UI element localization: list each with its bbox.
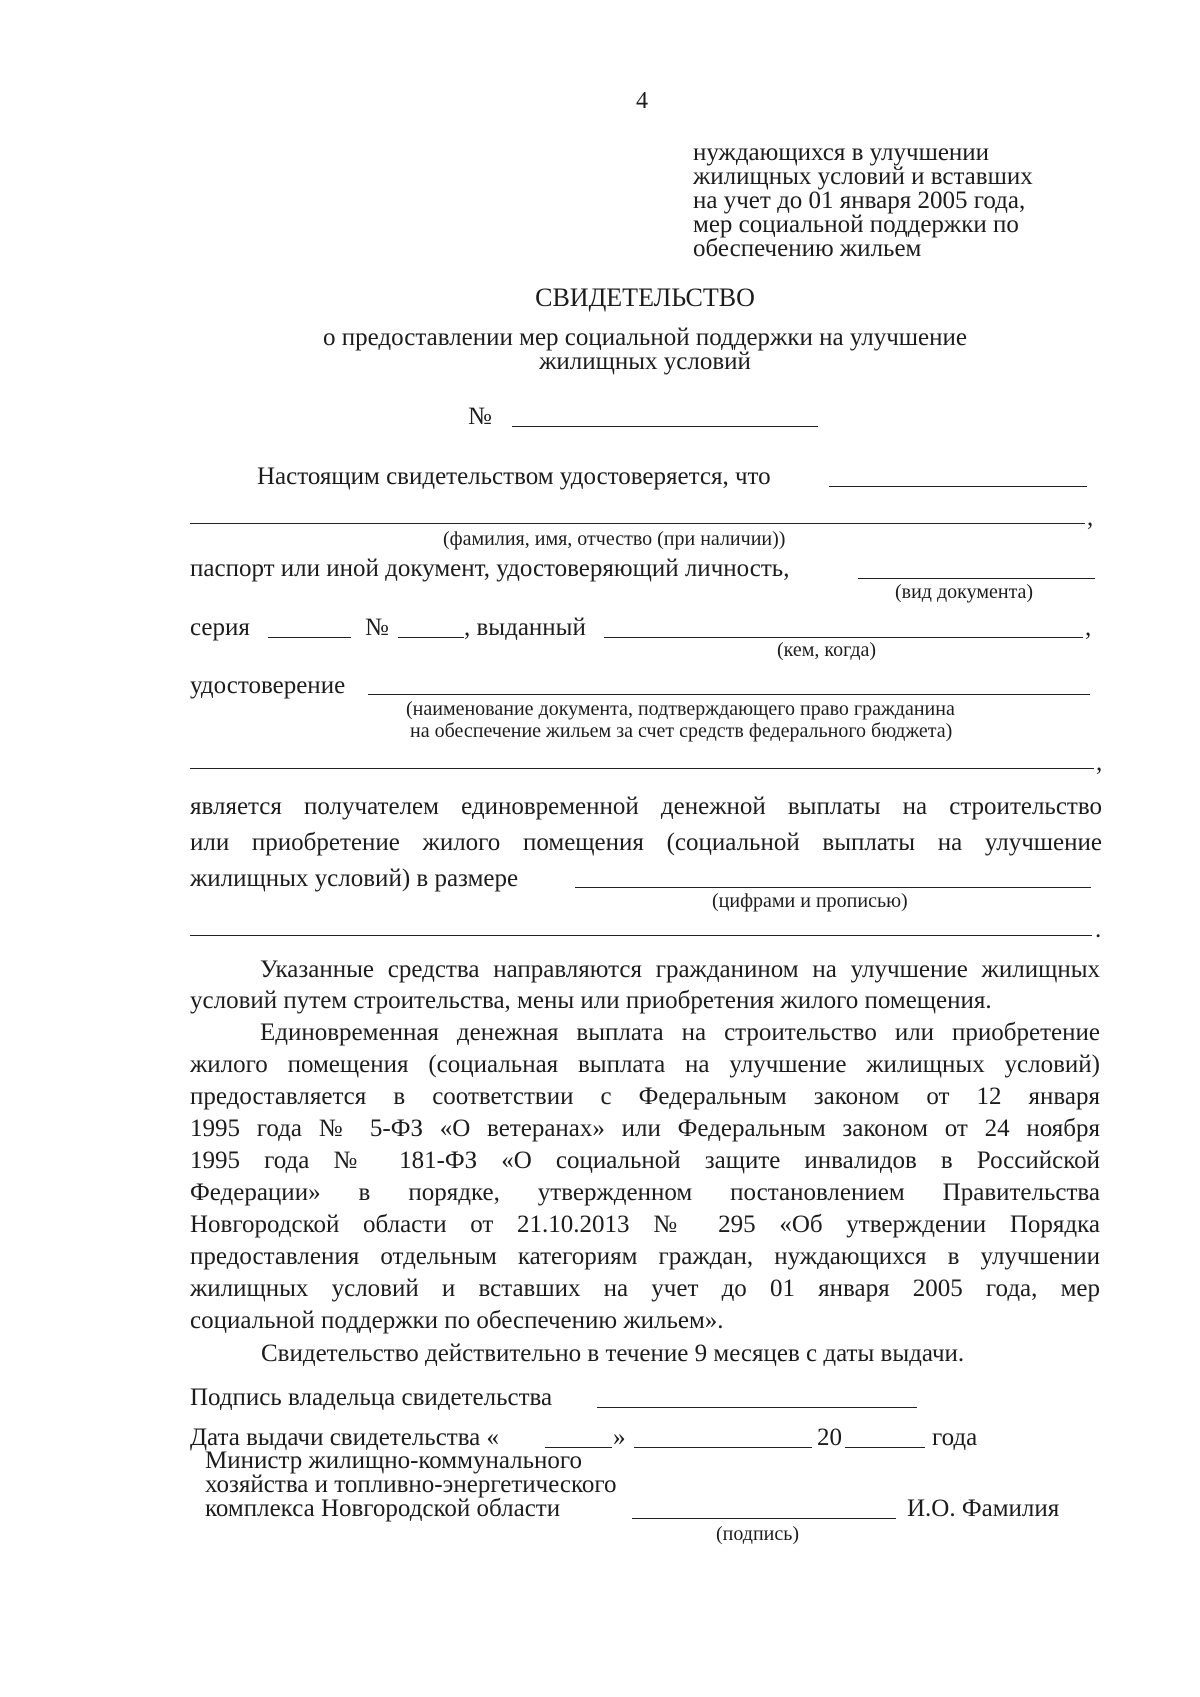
header-line: жилищных условий и вставших <box>693 163 1033 190</box>
certificate-continuation-line <box>190 768 1094 769</box>
minister-line: комплекса Новгородской области <box>205 1495 561 1522</box>
series-label: серия <box>190 614 250 641</box>
header-line: мер социальной поддержки по <box>693 211 1019 238</box>
para2-line: 1995 года № 5-ФЗ «О ветеранах» или Федеральным законом от 24 ноября <box>190 1115 1100 1142</box>
comma: , <box>1096 749 1103 776</box>
amount-continuation-line <box>190 935 1092 936</box>
caption-signature: (подпись) <box>716 1523 800 1545</box>
owner-signature-line <box>597 1407 917 1408</box>
header-line: обеспечению жильем <box>693 235 922 262</box>
para2-line: Новгородской области от 21.10.2013 № 295 «Об утверждении Порядка <box>190 1211 1100 1238</box>
para2-line: Единовременная денежная выплата на строительство или приобретение <box>260 1019 1100 1046</box>
minister-line: Министр жилищно-коммунального <box>205 1447 583 1474</box>
doc-type-field-line <box>858 578 1095 579</box>
amount-field-line <box>575 887 1091 888</box>
caption-issued: (кем, когда) <box>777 639 877 661</box>
issue-date-close: » <box>613 1424 626 1451</box>
year-suffix: года <box>932 1424 978 1451</box>
issued-label: , выданный <box>464 614 586 641</box>
para1-line: условий путем строительства, мены или приобретения жилого помещения. <box>190 987 992 1014</box>
caption-certificate-line: на обеспечение жильем за счет средств федерального бюджета) <box>410 720 953 742</box>
para2-line: жилого помещения (социальная выплата на улучшение жилищных условий) <box>190 1051 1100 1078</box>
issue-date-label: Дата выдачи свидетельства « <box>190 1424 500 1451</box>
signatory-name: И.О. Фамилия <box>907 1495 1060 1522</box>
para2-line: социальной поддержки по обеспечению жильем». <box>190 1307 724 1334</box>
amount-label: жилищных условий) в размере <box>190 865 519 892</box>
series-number-label: № <box>365 614 389 641</box>
minister-line: хозяйства и топливно-энергетического <box>205 1471 617 1498</box>
number-label: № <box>468 403 492 430</box>
minister-signature-line <box>632 1518 896 1519</box>
header-line: нуждающихся в улучшении <box>693 139 990 166</box>
header-line: на учет до 01 января 2005 года, <box>693 187 1026 214</box>
caption-certificate-line: (наименование документа, подтверждающего право гражданина <box>406 698 955 720</box>
recipient-line: является получателем единовременной денежной выплаты на строительство <box>190 793 1102 820</box>
para2-line: 1995 года № 181-ФЗ «О социальной защите инвалидов в Российской <box>190 1147 1100 1174</box>
passport-label: паспорт или иной документ, удостоверяющий личность, <box>190 555 790 582</box>
para2-line: жилищных условий и вставших на учет до 01 января 2005 года, мер <box>190 1275 1100 1302</box>
intro-field-line <box>829 486 1087 487</box>
issue-month-line <box>634 1447 812 1448</box>
para2-line: предоставляется в соответствии с Федеральным законом от 12 января <box>190 1083 1100 1110</box>
page-number: 4 <box>636 88 648 114</box>
para2-line: предоставления отдельным категориям граждан, нуждающихся в улучшении <box>190 1243 1100 1270</box>
intro-text: Настоящим свидетельством удостоверяется, что <box>257 463 771 490</box>
issue-year-line <box>845 1447 925 1448</box>
owner-signature-label: Подпись владельца свидетельства <box>190 1384 553 1411</box>
fio-field-line <box>190 523 1085 524</box>
para1-line: Указанные средства направляются гражданином на улучшение жилищных <box>260 956 1100 983</box>
recipient-line: или приобретение жилого помещения (социальной выплаты на улучшение <box>190 829 1102 856</box>
caption-doc-type: (вид документа) <box>895 581 1034 603</box>
number-field-line <box>512 426 818 427</box>
period: . <box>1095 916 1102 943</box>
caption-fio: (фамилия, имя, отчество (при наличии)) <box>443 528 786 550</box>
year-prefix: 20 <box>817 1424 842 1451</box>
comma: , <box>1087 504 1094 531</box>
certificate-label: удостоверение <box>190 672 346 699</box>
document-title: СВИДЕТЕЛЬСТВО <box>535 283 755 312</box>
validity-text: Свидетельство действительно в течение 9 месяцев с даты выдачи. <box>261 1340 965 1367</box>
para2-line: Федерации» в порядке, утвержденном постановлением Правительства <box>190 1179 1100 1206</box>
issued-field-line <box>604 637 1083 638</box>
certificate-field-line <box>368 694 1090 695</box>
subtitle-line: жилищных условий <box>539 348 751 375</box>
comma: , <box>1085 614 1092 641</box>
series-number-field-line <box>398 637 464 638</box>
subtitle-line: о предоставлении мер социальной поддержки на улучшение <box>323 324 967 351</box>
caption-amount: (цифрами и прописью) <box>712 890 908 912</box>
series-field-line <box>268 637 351 638</box>
